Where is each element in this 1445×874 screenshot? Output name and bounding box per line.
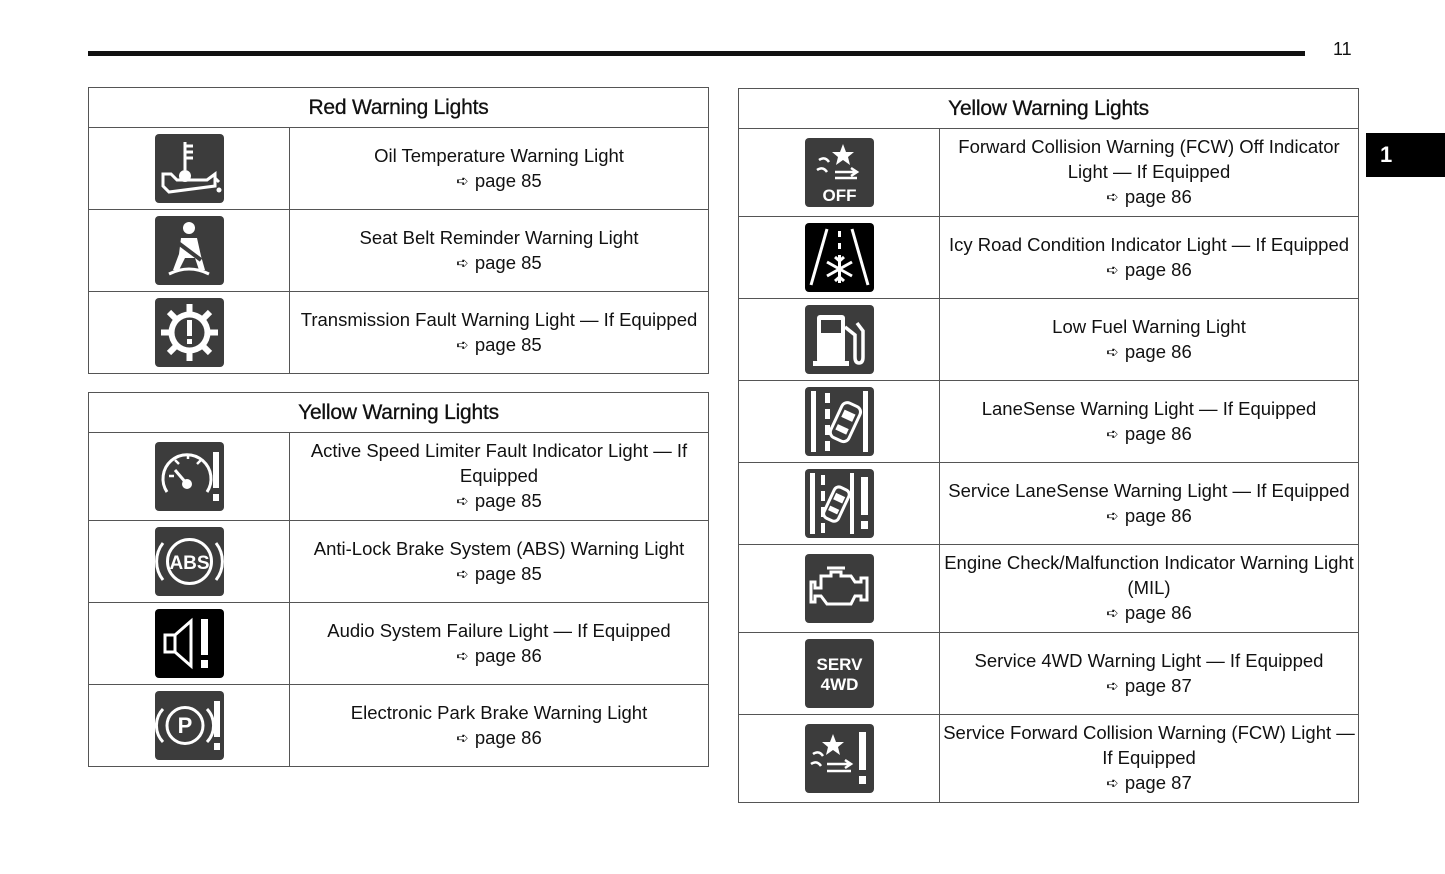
low-fuel-icon — [805, 305, 874, 374]
arrow-right-icon: ➪ — [1106, 507, 1119, 525]
table-row — [89, 685, 709, 767]
engine-check-icon — [805, 554, 874, 623]
service-fcw-icon — [805, 724, 874, 793]
table-row — [89, 521, 709, 603]
warning-light-name: Service Forward Collision Warning (FCW) Light — If Equipped — [943, 722, 1355, 768]
arrow-right-icon: ➪ — [456, 172, 469, 190]
seat-belt-icon — [155, 216, 224, 285]
table-row — [89, 292, 709, 374]
table-title: Red Warning Lights — [89, 88, 709, 128]
warning-light-name: Service LaneSense Warning Light — If Equipped — [948, 479, 1350, 501]
table-row — [89, 603, 709, 685]
warning-light-name: Anti-Lock Brake System (ABS) Warning Light — [313, 537, 685, 559]
table-row — [89, 128, 709, 210]
svg-text:OFF: OFF — [822, 186, 856, 205]
page-reference[interactable]: ➪ page 85 — [290, 332, 708, 359]
warning-light-name: Engine Check/Malfunction Indicator Warning Light (MIL) — [944, 552, 1354, 598]
park-brake-icon — [155, 691, 224, 760]
page-reference[interactable]: ➪ page 86 — [940, 257, 1358, 284]
page-reference[interactable]: ➪ page 86 — [290, 643, 708, 670]
table-row — [739, 299, 1359, 381]
page-reference[interactable]: ➪ page 86 — [940, 421, 1358, 448]
page-reference[interactable]: ➪ page 87 — [940, 770, 1358, 797]
warning-light-name: Active Speed Limiter Fault Indicator Light — If Equipped — [310, 440, 688, 486]
warning-light-name: Audio System Failure Light — If Equipped — [327, 619, 671, 641]
transmission-fault-icon — [155, 298, 224, 367]
page-reference[interactable]: ➪ page 86 — [940, 339, 1358, 366]
page-reference[interactable]: ➪ page 86 — [940, 503, 1358, 530]
yellow-warning-lights-table-left — [88, 392, 709, 767]
service-4wd-icon — [805, 639, 874, 708]
warning-light-name: Forward Collision Warning (FCW) Off Indicator Light — If Equipped — [958, 136, 1340, 182]
abs-icon — [155, 527, 224, 596]
table-row — [739, 545, 1359, 633]
table-row — [739, 633, 1359, 715]
arrow-right-icon: ➪ — [1106, 775, 1119, 792]
page-reference[interactable]: ➪ page 86 — [940, 600, 1358, 627]
warning-light-name: Icy Road Condition Indicator Light — If Equipped — [948, 233, 1350, 255]
table-row — [739, 463, 1359, 545]
yellow-warning-lights-table-right — [738, 88, 1359, 803]
page-reference[interactable]: ➪ page 85 — [290, 488, 708, 515]
table-row — [739, 715, 1359, 803]
warning-light-name: Seat Belt Reminder Warning Light — [359, 226, 639, 248]
arrow-right-icon: ➪ — [456, 254, 469, 272]
svg-text:ABS: ABS — [168, 553, 210, 574]
warning-light-name: Oil Temperature Warning Light — [374, 144, 624, 166]
warning-light-name: Transmission Fault Warning Light — If Equipped — [300, 308, 698, 330]
table-title: Yellow Warning Lights — [89, 393, 709, 433]
arrow-right-icon: ➪ — [1106, 605, 1119, 622]
arrow-right-icon: ➪ — [1106, 425, 1119, 443]
arrow-right-icon: ➪ — [456, 336, 469, 354]
red-warning-lights-table — [88, 87, 709, 374]
fcw-off-icon — [805, 138, 874, 207]
arrow-right-icon: ➪ — [1106, 189, 1119, 206]
arrow-right-icon: ➪ — [456, 493, 469, 510]
page-reference[interactable]: ➪ page 85 — [290, 250, 708, 277]
table-row — [739, 381, 1359, 463]
chapter-tab[interactable]: 1 — [1366, 133, 1445, 177]
page-reference[interactable]: ➪ page 87 — [940, 673, 1358, 700]
top-rule — [88, 51, 1305, 56]
icy-road-icon — [805, 223, 874, 292]
table-row — [89, 433, 709, 521]
speed-limiter-fault-icon — [155, 442, 224, 511]
svg-text:4WD: 4WD — [820, 675, 858, 694]
warning-light-name: Service 4WD Warning Light — If Equipped — [974, 649, 1324, 671]
arrow-right-icon: ➪ — [456, 729, 469, 747]
svg-text:P: P — [177, 713, 192, 738]
page-reference[interactable]: ➪ page 86 — [940, 184, 1358, 211]
page-reference[interactable]: ➪ page 85 — [290, 561, 708, 588]
oil-temperature-icon — [155, 134, 224, 203]
page-number: 11 — [1333, 39, 1352, 59]
table-row — [739, 129, 1359, 217]
table-row — [739, 217, 1359, 299]
lanesense-icon — [805, 387, 874, 456]
table-title: Yellow Warning Lights — [739, 89, 1359, 129]
arrow-right-icon: ➪ — [1106, 677, 1119, 695]
arrow-right-icon: ➪ — [456, 565, 469, 583]
svg-text:SERV: SERV — [816, 655, 862, 674]
page-reference[interactable]: ➪ page 86 — [290, 725, 708, 752]
audio-failure-icon — [155, 609, 224, 678]
page-reference[interactable]: ➪ page 85 — [290, 168, 708, 195]
warning-light-name: Electronic Park Brake Warning Light — [350, 701, 648, 723]
warning-light-name: Low Fuel Warning Light — [1052, 315, 1246, 337]
arrow-right-icon: ➪ — [456, 647, 469, 665]
table-row — [89, 210, 709, 292]
warning-light-name: LaneSense Warning Light — If Equipped — [981, 397, 1317, 419]
service-lanesense-icon — [805, 469, 874, 538]
arrow-right-icon: ➪ — [1106, 343, 1119, 361]
arrow-right-icon: ➪ — [1106, 261, 1119, 279]
